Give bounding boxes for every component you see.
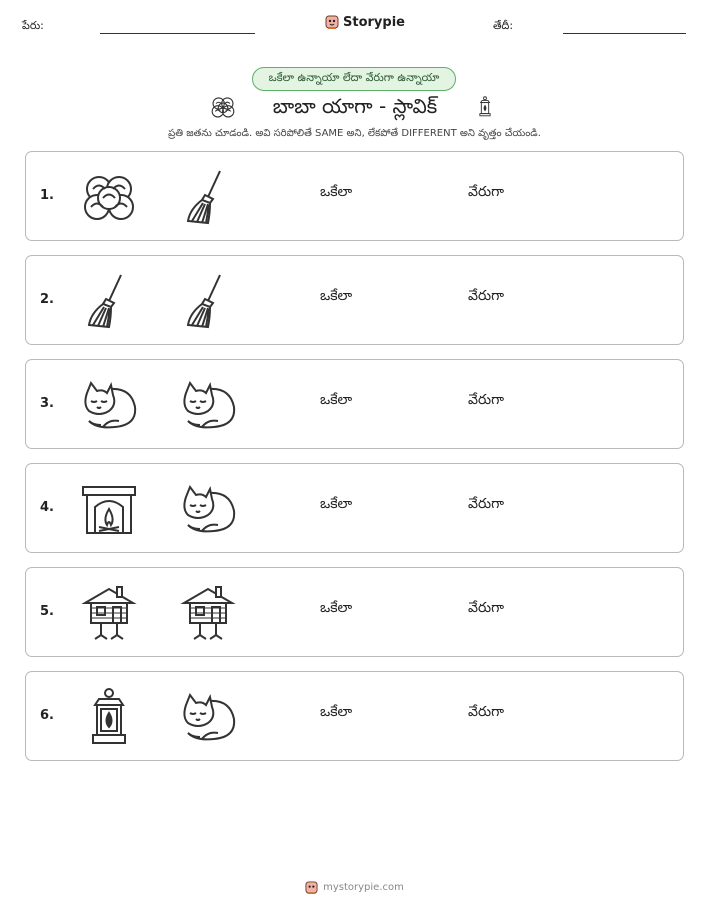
- storypie-mascot-icon: [305, 880, 318, 895]
- option-same[interactable]: ఒకేలా: [320, 600, 353, 616]
- brand-logo: [325, 14, 405, 30]
- title-row: [0, 92, 709, 124]
- date-label: తేదీ:: [493, 19, 514, 32]
- name-label: పేరు:: [22, 19, 44, 32]
- question-row: [25, 567, 684, 657]
- cat-icon: [178, 375, 238, 435]
- option-different[interactable]: వేరుగా: [468, 184, 504, 200]
- question-number: 1.: [40, 188, 54, 203]
- option-different[interactable]: వేరుగా: [468, 392, 504, 408]
- instructions: ప్రతి జతను చూడండి. అవి సరిపోలితే SAME అని, లేకపోతే DIFFERENT అని వృత్తం చేయండి.: [168, 128, 541, 139]
- cat-icon: [178, 687, 238, 747]
- cat-icon: [79, 375, 139, 435]
- footer-url[interactable]: mystorypie.com: [323, 882, 404, 893]
- lantern-icon: [79, 687, 139, 747]
- subtitle-badge: ఒకేలా ఉన్నాయా లేదా వేరుగా ఉన్నాయా: [252, 67, 456, 91]
- name-line[interactable]: [100, 33, 255, 34]
- footer: [0, 880, 709, 895]
- question-row: [25, 463, 684, 553]
- question-row: [25, 359, 684, 449]
- broom-icon: [178, 271, 238, 331]
- option-different[interactable]: వేరుగా: [468, 600, 504, 616]
- date-line[interactable]: [563, 33, 686, 34]
- brand-name: Storypie: [343, 14, 405, 30]
- question-number: 5.: [40, 604, 54, 619]
- option-same[interactable]: ఒకేలా: [320, 704, 353, 720]
- page-title: బాబా యాగా - స్లావిక్: [272, 94, 438, 118]
- broom-icon: [79, 271, 139, 331]
- question-number: 2.: [40, 292, 54, 307]
- cabbage-icon: [79, 167, 139, 227]
- option-same[interactable]: ఒకేలా: [320, 392, 353, 408]
- hut-icon: [178, 583, 238, 643]
- option-same[interactable]: ఒకేలా: [320, 184, 353, 200]
- question-row: [25, 671, 684, 761]
- option-same[interactable]: ఒకేలా: [320, 288, 353, 304]
- question-number: 6.: [40, 708, 54, 723]
- question-number: 3.: [40, 396, 54, 411]
- option-different[interactable]: వేరుగా: [468, 704, 504, 720]
- option-different[interactable]: వేరుగా: [468, 288, 504, 304]
- cabbage-icon: [210, 94, 236, 120]
- lantern-icon: [474, 92, 496, 122]
- cat-icon: [178, 479, 238, 539]
- hut-icon: [79, 583, 139, 643]
- broom-icon: [178, 167, 238, 227]
- question-row: [25, 151, 684, 241]
- option-different[interactable]: వేరుగా: [468, 496, 504, 512]
- question-number: 4.: [40, 500, 54, 515]
- option-same[interactable]: ఒకేలా: [320, 496, 353, 512]
- storypie-mascot-icon: [325, 14, 339, 30]
- fireplace-icon: [79, 479, 139, 539]
- question-row: [25, 255, 684, 345]
